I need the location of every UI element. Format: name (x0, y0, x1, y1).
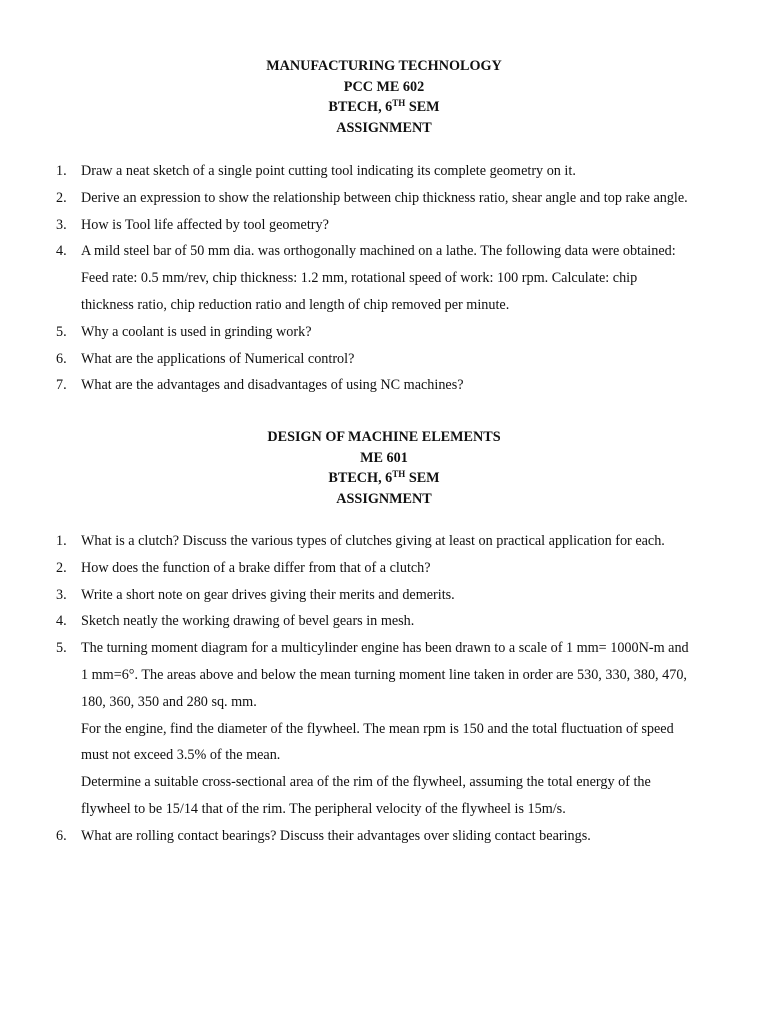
question-text-line: Draw a neat sketch of a single point cutting tool indicating its complete geometry on it. (81, 163, 576, 179)
semester-superscript: TH (392, 98, 406, 108)
question-text-line: Feed rate: 0.5 mm/rev, chip thickness: 1.2 mm, rotational speed of work: 100 rpm. Calculate: chip (81, 270, 638, 287)
question-text-line: What are rolling contact bearings? Discuss their advantages over sliding contact bearings. (81, 827, 591, 844)
question-text-line: How is Tool life affected by tool geometry? (81, 216, 329, 233)
question-item (0, 372, 768, 399)
question-item (0, 823, 768, 850)
question-item (0, 528, 768, 555)
semester-superscript: TH (392, 469, 406, 479)
question-number: 2. (56, 189, 67, 206)
question-item (0, 582, 768, 609)
assignment-label: ASSIGNMENT (336, 119, 432, 136)
question-text-line: 180, 360, 350 and 280 sq. mm. (81, 693, 257, 710)
question-text-line: The turning moment diagram for a multicylinder engine has been drawn to a scale of 1 mm= 1000N-m and (81, 640, 689, 657)
section-heading-machine-design (0, 427, 768, 509)
question-text-line: Determine a suitable cross-sectional area of the rim of the flywheel, assuming the total energy of the (81, 774, 651, 791)
question-list-manufacturing (0, 158, 768, 399)
question-item (0, 346, 768, 373)
question-number: 1. (56, 533, 67, 549)
semester-suffix: SEM (405, 470, 440, 486)
course-title: MANUFACTURING TECHNOLOGY (266, 58, 502, 74)
course-title: DESIGN OF MACHINE ELEMENTS (267, 429, 501, 445)
question-text-line: What are the advantages and disadvantages of using NC machines? (81, 377, 464, 394)
question-number: 4. (56, 613, 67, 630)
question-text-line: How does the function of a brake differ from that of a clutch? (81, 559, 431, 576)
question-text-line: thickness ratio, chip reduction ratio and length of chip removed per minute. (81, 296, 510, 313)
question-number: 6. (56, 350, 67, 367)
question-text-line: For the engine, find the diameter of the flywheel. The mean rpm is 150 and the total fluctuation of speed (81, 720, 674, 737)
question-number: 5. (56, 323, 67, 340)
semester-line (0, 97, 768, 118)
question-text-line: Derive an expression to show the relationship between chip thickness ratio, shear angle and top rake angle. (81, 189, 688, 206)
question-number: 1. (56, 163, 67, 179)
question-text-line: must not exceed 3.5% of the mean. (81, 747, 281, 764)
question-item (0, 158, 768, 185)
semester-line (0, 468, 768, 489)
question-text-line: Sketch neatly the working drawing of bevel gears in mesh. (81, 613, 415, 630)
question-number: 6. (56, 827, 67, 844)
semester-suffix: SEM (405, 99, 440, 115)
semester-prefix: BTECH, 6 (328, 99, 393, 115)
question-number: 3. (56, 216, 67, 233)
question-text-line: Why a coolant is used in grinding work? (81, 323, 312, 340)
question-number: 5. (56, 640, 67, 657)
question-item (0, 635, 768, 823)
question-item (0, 185, 768, 212)
question-list-machine-design (0, 528, 768, 850)
semester-prefix: BTECH, 6 (328, 470, 393, 486)
question-number: 3. (56, 586, 67, 603)
question-item (0, 608, 768, 635)
question-item (0, 555, 768, 582)
question-text-line: Write a short note on gear drives giving their merits and demerits. (81, 586, 455, 603)
course-code: PCC ME 602 (343, 78, 425, 95)
question-number: 2. (56, 559, 67, 576)
question-number: 4. (56, 243, 67, 260)
course-code: ME 601 (360, 449, 408, 466)
question-item (0, 319, 768, 346)
section-heading-manufacturing (0, 56, 768, 138)
question-text-line: flywheel to be 15/14 that of the rim. The peripheral velocity of the flywheel is 15m/s. (81, 800, 566, 817)
question-item (0, 212, 768, 239)
question-text-line: What are the applications of Numerical control? (81, 350, 355, 367)
question-item (0, 238, 768, 318)
assignment-label: ASSIGNMENT (336, 490, 432, 507)
question-text-line: 1 mm=6°. The areas above and below the mean turning moment line taken in order are 530, 330, 380, 470, (81, 666, 687, 683)
question-text-line: A mild steel bar of 50 mm dia. was orthogonally machined on a lathe. The following data were obtained: (81, 243, 676, 260)
question-text-line: What is a clutch? Discuss the various types of clutches giving at least on practical application for each. (81, 533, 665, 549)
question-number: 7. (56, 377, 67, 394)
